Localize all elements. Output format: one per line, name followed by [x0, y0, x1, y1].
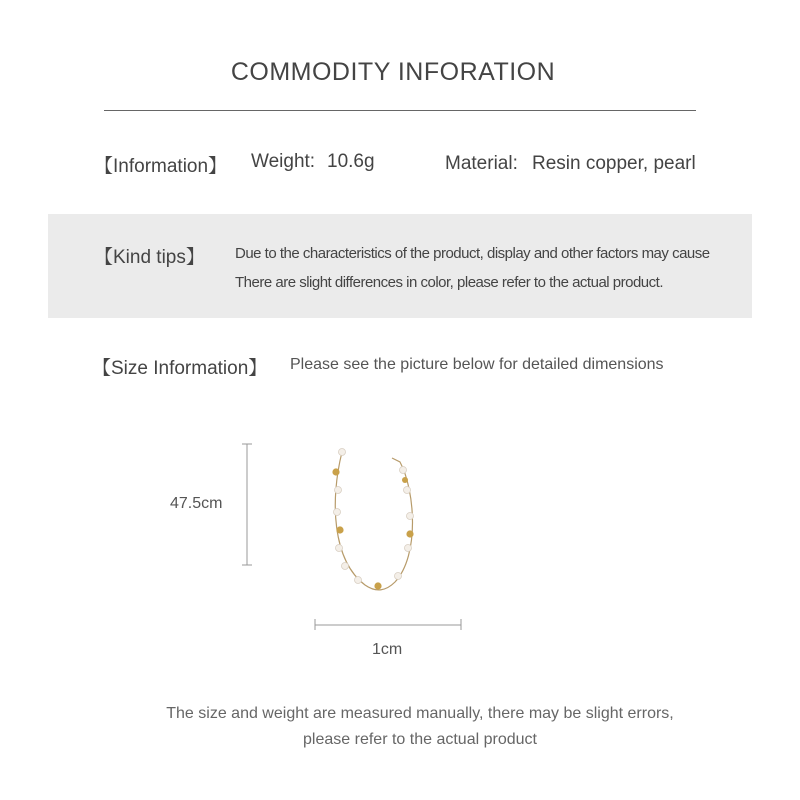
footer-note-line-2: please refer to the actual product: [303, 731, 537, 748]
weight-value: 10.6g: [327, 151, 375, 172]
necklace-gold-clovers: [332, 468, 413, 589]
kind-tips-line-1: Due to the characteristics of the product, display and other factors may cause: [235, 245, 710, 262]
material-value: Resin copper, pearl: [532, 153, 696, 174]
size-information-description: Please see the picture below for detailed dimensions: [290, 356, 664, 373]
width-dimension-line: [315, 619, 461, 630]
size-information-heading: 【Size Information】: [92, 358, 268, 379]
width-label: 1cm: [372, 641, 403, 658]
length-dimension-line: [242, 444, 252, 565]
kind-tips-line-2: There are slight differences in color, please refer to the actual product.: [235, 274, 663, 291]
page-title: COMMODITY INFORATION: [230, 58, 556, 86]
kind-tips-heading: 【Kind tips】: [94, 247, 205, 268]
material-label: Material:: [445, 153, 518, 174]
information-heading: 【Information】: [94, 156, 228, 177]
length-label: 47.5cm: [170, 495, 223, 512]
footer-note-line-1: The size and weight are measured manually, there may be slight errors,: [166, 705, 674, 722]
necklace-pearls: [334, 449, 414, 584]
weight-label: Weight:: [251, 151, 316, 172]
